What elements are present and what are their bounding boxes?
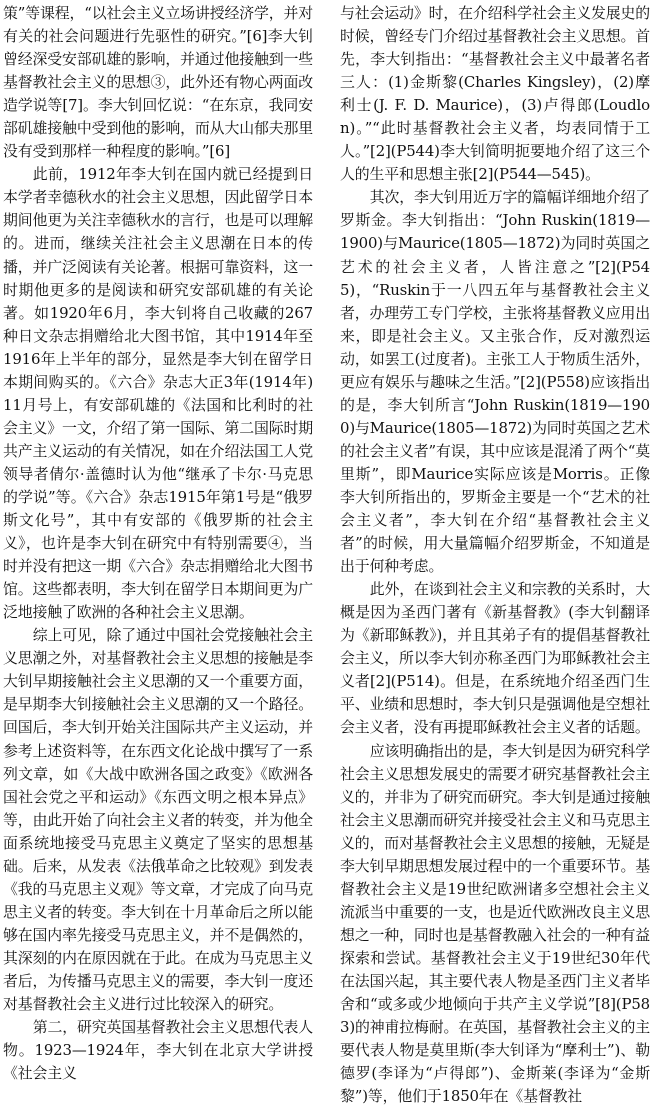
paragraph: 策”等课程，“以社会主义立场讲授经济学，并对有关的社会问题进行先驱性的研究。”[6]李大钊曾经深受安部矶雄的影响，并通过他接触到一些基督教社会主义的思想③，此外还有物心两面改造学说等[7]。李大钊回忆说：“在东京，我同安部矶雄接触中受到他的影响，而从大山郁夫那里没有受到那样一种程度的影响。”[6] (3, 2, 313, 163)
paragraph: 此前，1912年李大钊在国内就已经提到日本学者幸德秋水的社会主义思想，因此留学日本期间他更为关注幸德秋水的言行，也是可以理解的。进而，继续关注社会主义思潮在日本的传播，并广泛阅读有关论著。根据可靠资料，这一时期他更多的是阅读和研究安部矶雄的有关论著。如1920年6月，李大钊将自己收藏的267种日文杂志捐赠给北大图书馆，其中1914年至1916年上半年的部分，显然是李大钊在留学日本期间购买的。《六合》杂志大正3年(1914年)11月号上，有安部矶雄的《法国和比利时的社会主义》一文，介绍了第一国际、第二国际时期共产主义运动的有关情况，如在介绍法国工人党领导者倩尔·盖德时认为他“继承了卡尔·马克思的学说”等。《六合》杂志1915年第1号是“俄罗斯文化号”，其中有安部的《俄罗斯的社会主义》，也许是李大钊在研究中有特别需要④，当时并没有把这一期《六合》杂志捐赠给北大图书馆。这些都表明，李大钊在留学日本期间更为广泛地接触了欧洲的各种社会主义思潮。 (3, 163, 313, 624)
left-column (3, 2, 313, 928)
paragraph: 其次，李大钊用近万字的篇幅详细地介绍了罗斯金。李大钊指出：“John Ruskin(1819—1900)与Maurice(1805—1872)为同时英国之艺术的社会主义者，人皆注意之”[2](P545)，“Ruskin于一八四五年与基督教社会主义者，办理劳工专门学校，主张将基督教义应用出来，即是社会主义。又主张合作，反对激烈运动，如罢工(过度者)。主张工人于物质生活外，更应有娱乐与趣味之生活。”[2](P558)应该指出的是，李大钊所言“John Ruskin(1819—1900)与Maurice(1805—1872)为同时英国之艺术的社会主义者”有误，其中应该是混淆了两个“莫里斯”，即Maurice实际应该是Morris。正像李大钊所指出的，罗斯金主要是一个“艺术的社会主义者”，李大钊在介绍“基督教社会主义者”的时候，用大量篇幅介绍罗斯金，不知道是出于何种考虑。 (340, 186, 650, 578)
paragraph: 应该明确指出的是，李大钊是因为研究科学社会主义思想发展史的需要才研究基督教社会主义的，并非为了研究而研究。李大钊是通过接触社会主义思潮而研究并接受社会主义和马克思主义的，而对基督教社会主义思想的接触，无疑是李大钊早期思想发展过程中的一个重要环节。基督教社会主义是19世纪欧洲诸多空想社会主义流派当中重要的一支，也是近代欧洲改良主义思想之一种，同时也是基督教融入社会的一种有益探索和尝试。基督教社会主义于19世纪30年代在法国兴起，其主要代表人物是圣西门主义者毕舍和“或多或少地倾向于共产主义学说”[8](P583)的神甫拉梅耐。在英国，基督教社会主义的主要代表人物是莫里斯(李大钊译为“摩利士”)、勒德罗(李译为“卢得郎”)、金斯莱(李译为“金斯黎”)等，他们于1850年在《基督教社 (340, 740, 650, 1108)
paragraph: 此外，在谈到社会主义和宗教的关系时，大概是因为圣西门著有《新基督教》(李大钊翻译为《新耶稣教》)，并且其弟子有的提倡基督教社会主义，所以李大钊亦称圣西门为耶稣教社会主义者[2](P514)。但是，在系统地介绍圣西门生平、业绩和思想时，李大钊只是强调他是空想社会主义者，没有再提耶稣教社会主义者的话题。 (340, 578, 650, 739)
right-column (340, 2, 650, 928)
paragraph: 与社会运动》时，在介绍科学社会主义发展史的时候，曾经专门介绍过基督教社会主义思想。首先，李大钊指出：“基督教社会主义中最著名者三人：(1)金斯黎(Charles Kingsley)，(2)摩利士(J. F. D. Maurice)，(3)卢得郎(Loudlon)。”“此时基督教社会主义者，均表同情于工人。”[2](P544)李大钊简明扼要地介绍了这三个人的生平和思想主张[2](P544—545)。 (340, 2, 650, 186)
paragraph: 第二，研究英国基督教社会主义思想代表人物。1923—1924年，李大钊在北京大学讲授《社会主义 (3, 1016, 313, 1085)
paragraph: 综上可见，除了通过中国社会党接触社会主义思潮之外，对基督教社会主义思想的接触是李大钊早期接触社会主义思潮的又一个重要方面，是早期李大钊接触社会主义思潮的又一个路径。回国后，李大钊开始关注国际共产主义运动，并参考上述资料等，在东西文化论战中撰写了一系列文章，如《大战中欧洲各国之政变》《欧洲各国社会党之平和运动》《东西文明之根本异点》等，由此开始了向社会主义者的转变，并为他全面系统地接受马克思主义奠定了坚实的思想基础。后来，从发表《法俄革命之比较观》到发表《我的马克思主义观》等文章，才完成了向马克思主义者的转变。李大钊在十月革命后之所以能够在国内率先接受马克思主义，并不是偶然的，其深刻的内在原因就在于此。在成为马克思主义者后，为传播马克思主义的需要，李大钊一度还对基督教社会主义进行过比较深入的研究。 (3, 624, 313, 1016)
